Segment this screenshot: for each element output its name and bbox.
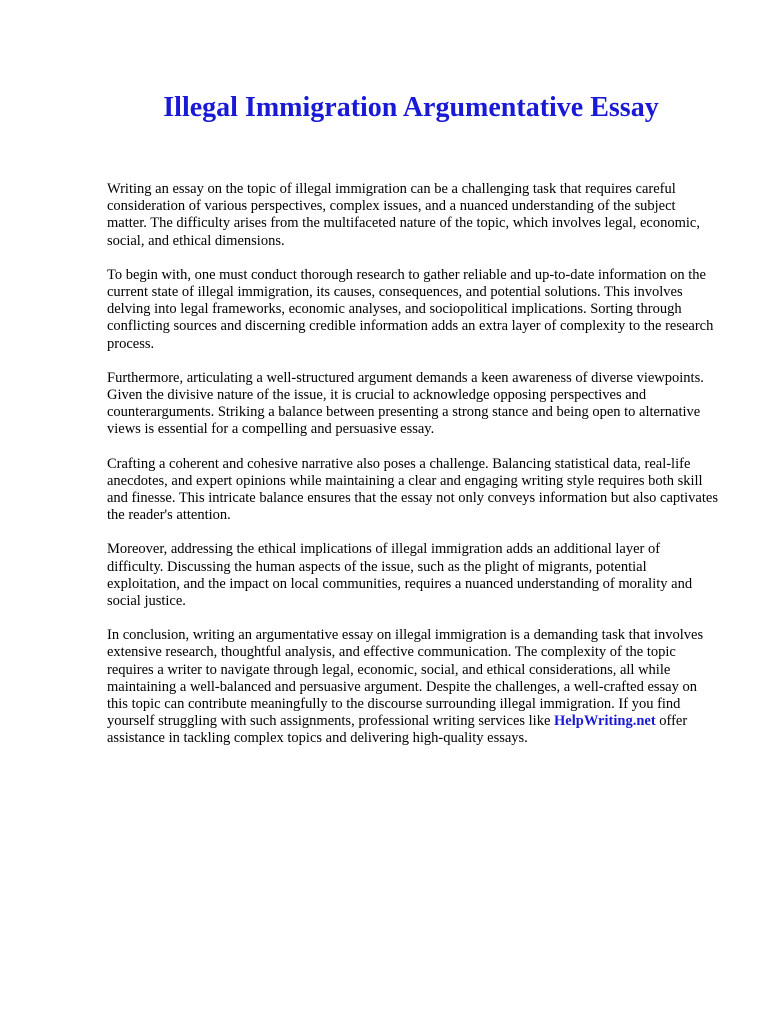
- essay-body: [107, 181, 719, 765]
- paragraph-2: To begin with, one must conduct thorough research to gather reliable and up-to-date information on the current state of illegal immigration, its causes, consequences, and potential solutions. This involves delving into legal frameworks, economic analyses, and sociopolitical implications. Sorting through conflicting sources and discerning credible information adds an extra layer of complexity to the research process.: [107, 266, 714, 352]
- paragraph-5: Moreover, addressing the ethical implications of illegal immigration adds an additional layer of difficulty. Discussing the human aspects of the issue, such as the plight of migrants, potential exploitation, and the impact on local communities, requires a nuanced understanding of morality and social justice.: [107, 541, 693, 610]
- helpwriting-link[interactable]: HelpWriting.net: [554, 713, 656, 730]
- paragraph-1: Writing an essay on the topic of illegal immigration can be a challenging task that requires careful consideration of various perspectives, complex issues, and a nuanced understanding of the subject matter. The difficulty arises from the multifaceted nature of the topic, which involves legal, economic, social, and ethical dimensions.: [107, 181, 700, 249]
- paragraph-4: Crafting a coherent and cohesive narrative also poses a challenge. Balancing statistical data, real-life anecdotes, and expert opinions while maintaining a clear and engaging writing style requires both skill and finesse. This intricate balance ensures that the essay not only conveys information but also captivates the reader's attention.: [107, 455, 718, 524]
- paragraph-3: Furthermore, articulating a well-structured argument demands a keen awareness of diverse viewpoints. Given the divisive nature of the issue, it is crucial to acknowledge opposing perspectives and counterarguments. Striking a balance between presenting a strong stance and being open to alternative views is essential for a compelling and persuasive essay.: [107, 369, 704, 438]
- conclusion-text-after-link: offer assistance in tackling complex topics and delivering high-quality essays.: [107, 713, 688, 747]
- conclusion-text-before-link: In conclusion, writing an argumentative essay on illegal immigration is a demanding task that involves extensive research, thoughtful analysis, and effective communication. The complexity of the topic requires a writer to navigate through legal, economic, social, and ethical considerations, all while maintaining a well-balanced and persuasive argument. Despite the challenges, a well-crafted essay on this topic can contribute meaningfully to the discourse surrounding illegal immigration. If you find yourself struggling with such assignments, professional writing services like: [107, 627, 704, 730]
- conclusion-paragraph: [107, 627, 719, 747]
- page-title: Illegal Immigration Argumentative Essay: [163, 92, 659, 123]
